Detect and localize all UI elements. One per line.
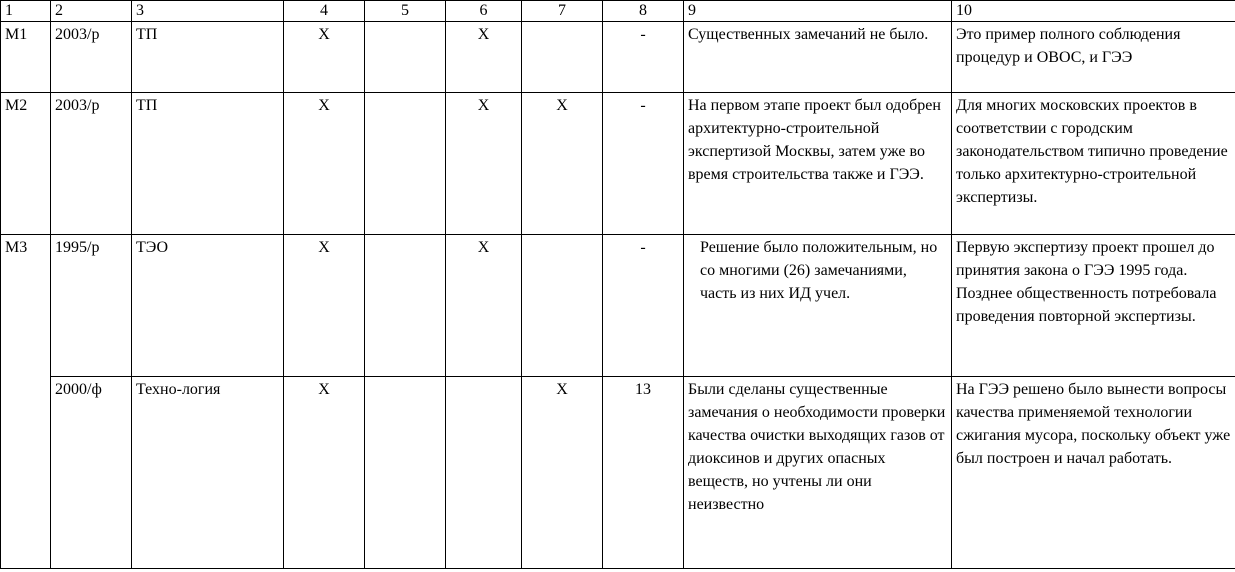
row-result: Существенных замечаний не было. — [684, 22, 952, 93]
row-year: 2000/ф — [51, 377, 132, 569]
header-cell: 10 — [952, 1, 1235, 22]
row-result: Решение было положительным, но со многими (26) замечаниями, часть из них ИД учел. — [684, 235, 952, 377]
table-row — [1, 93, 1235, 235]
row-comment: На ГЭЭ решено было вынести вопросы качества применяемой технологии сжигания мусора, поскольку объект уже был построен и начал работать. — [952, 377, 1235, 569]
row-id: М3 — [1, 235, 51, 569]
row-result: Были сделаны существенные замечания о необходимости проверки качества очистки выходящих газов от диоксинов и других опасных веществ, но учтены ли они неизвестно — [684, 377, 952, 569]
row-id: М1 — [1, 22, 51, 93]
row-mark-6 — [446, 377, 522, 569]
row-mark-7 — [522, 235, 603, 377]
row-mark-6: Х — [446, 235, 522, 377]
row-result: На первом этапе проект был одобрен архитектурно-строительной экспертизой Москвы, затем уже во время строительства также и ГЭЭ. — [684, 93, 952, 235]
row-year: 2003/р — [51, 22, 132, 93]
row-mark-7: Х — [522, 93, 603, 235]
row-id: М2 — [1, 93, 51, 235]
row-mark-6: Х — [446, 22, 522, 93]
row-mark-5 — [365, 22, 446, 93]
row-doc: ТЭО — [132, 235, 284, 377]
row-remarks-count: - — [603, 93, 684, 235]
header-cell: 7 — [522, 1, 603, 22]
row-year: 2003/р — [51, 93, 132, 235]
header-cell: 8 — [603, 1, 684, 22]
row-year: 1995/р — [51, 235, 132, 377]
header-cell: 3 — [132, 1, 284, 22]
row-doc: ТП — [132, 22, 284, 93]
header-cell: 6 — [446, 1, 522, 22]
row-mark-5 — [365, 93, 446, 235]
row-mark-4: Х — [284, 235, 365, 377]
header-cell: 1 — [1, 1, 51, 22]
row-mark-7: Х — [522, 377, 603, 569]
row-mark-7 — [522, 22, 603, 93]
row-mark-5 — [365, 377, 446, 569]
table-row — [1, 377, 1235, 569]
row-doc: ТП — [132, 93, 284, 235]
row-comment: Это пример полного соблюдения процедур и ОВОС, и ГЭЭ — [952, 22, 1235, 93]
header-cell: 9 — [684, 1, 952, 22]
header-cell: 2 — [51, 1, 132, 22]
row-mark-5 — [365, 235, 446, 377]
row-mark-4: Х — [284, 377, 365, 569]
header-row — [1, 1, 1235, 22]
table-row — [1, 22, 1235, 93]
row-doc: Техно-логия — [132, 377, 284, 569]
row-mark-4: Х — [284, 22, 365, 93]
row-mark-6: Х — [446, 93, 522, 235]
row-remarks-count: - — [603, 22, 684, 93]
row-remarks-count: 13 — [603, 377, 684, 569]
header-cell: 4 — [284, 1, 365, 22]
table-row — [1, 235, 1235, 377]
row-remarks-count: - — [603, 235, 684, 377]
row-comment: Для многих московских проектов в соответствии с городским законодательством типично проведение только архитектурно-строительной экспертизы. — [952, 93, 1235, 235]
row-mark-4: Х — [284, 93, 365, 235]
row-comment: Первую экспертизу проект прошел до принятия закона о ГЭЭ 1995 года. Позднее общественность потребовала проведения повторной экспертизы. — [952, 235, 1235, 377]
header-cell: 5 — [365, 1, 446, 22]
